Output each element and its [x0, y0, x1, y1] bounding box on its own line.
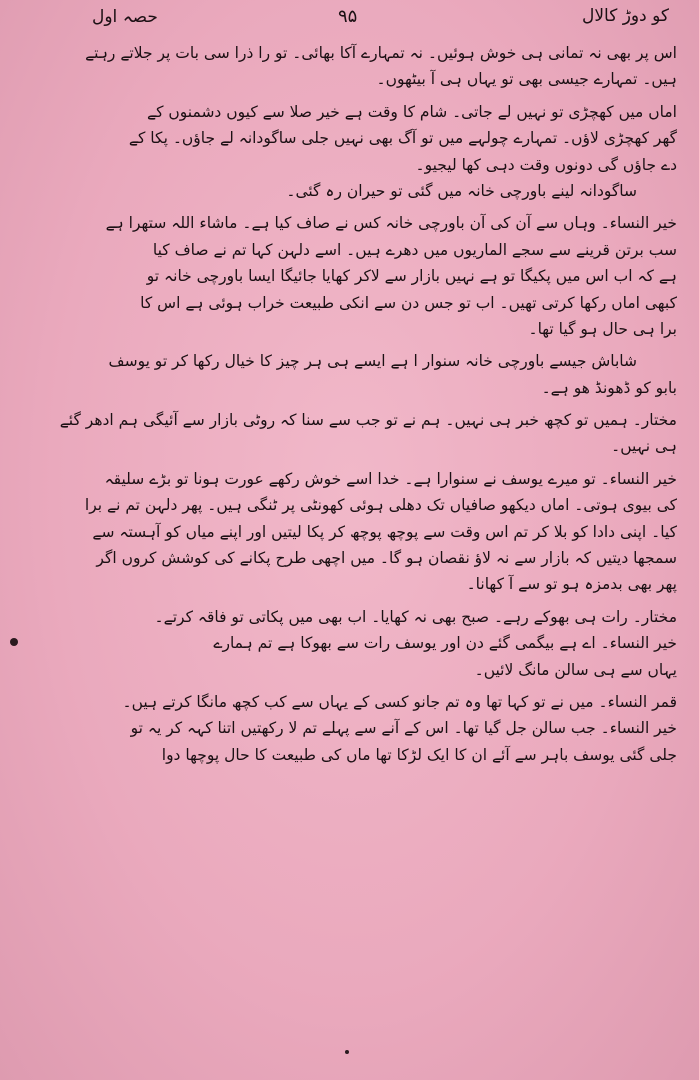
text-line: ساگودانہ لینے باورچی خانہ میں گئی تو حیران رہ گئی۔	[286, 181, 637, 200]
page-body	[55, 40, 677, 1060]
text-line: خیر النساء۔ اے ہے بیگمی گئے دن اور یوسف رات سے بھوکا ہے تم ہمارے	[213, 634, 677, 653]
text-line: اماں میں کھچڑی تو نہیں لے جاتی۔ شام کا وقت ہے خیر صلا سے کیوں دشمنوں کے	[147, 102, 677, 121]
text-line: اس پر بھی نہ تمانی ہی خوش ہوئیں۔ نہ تمہارے آکا بھائی۔ تو را ذرا سی بات پر جلاتے رہتے	[85, 44, 677, 62]
text-line: خیر النساء۔ تو میرے یوسف نے سنوارا ہے۔ خدا اسے خوش رکھے عورت ہونا تو بڑے سلیقہ	[104, 469, 677, 488]
text-line: دے جاؤں گی دونوں وقت دہی کھا لیجیو۔	[415, 155, 677, 174]
ink-dot	[345, 1050, 349, 1054]
text-line: گھر کھچڑی لاؤں۔ تمہارے چولہے میں تو آگ بھی نہیں جلی ساگودانہ لے جاؤں۔ پکا کے	[128, 129, 677, 148]
text-line: مختار۔ ہمیں تو کچھ خبر ہی نہیں۔ ہم نے تو جب سے سنا کہ روٹی بازار سے آئیگی ہم ادھر گئے	[59, 411, 677, 430]
text-line: ہیں۔ تمہارے جیسی بھی تو یہاں ہی آ بیٹھوں۔	[376, 70, 677, 89]
book-title: کو دوڑ کالال	[582, 6, 669, 26]
text-line: خیر النساء۔ وہاں سے آن کی آن باورچی خانہ کس نے صاف کیا ہے۔ ماشاء اللہ ستھرا ہے	[105, 214, 677, 233]
text-line: کبھی اماں رکھا کرتی تھیں۔ اب تو جس دن سے انکی طبیعت خراب ہوئی ہے اس کا	[140, 293, 677, 312]
page-header	[0, 4, 699, 34]
page-number: ۹۵	[338, 6, 358, 27]
ink-mark	[10, 638, 18, 646]
text-line: شاباش جیسے باورچی خانہ سنوار ا ہے ایسے ہی ہر چیز کا خیال رکھا کر تو یوسف	[108, 352, 637, 371]
text-line: برا ہی حال ہو گیا تھا۔	[528, 319, 677, 338]
text-line: پھر بھی بدمزہ ہو تو سے آ کھانا۔	[466, 575, 677, 594]
text-line: جلی گئی یوسف باہر سے آئے ان کا ایک لڑکا تھا ماں کی طبیعت کا حال پوچھا دوا	[161, 745, 677, 764]
text-line: یہاں سے ہی سالن مانگ لائیں۔	[474, 660, 677, 679]
text-line: کیا۔ اپنی دادا کو بلا کر تم اس وقت سے پوچھ پوچھ کر پکا لیتیں اور اپنے میاں کو آہستہ سے	[92, 522, 677, 541]
text-line: قمر النساء۔ میں نے تو کہا تھا وہ تم جانو کسی کے یہاں سے کب کچھ مانگا کرتے ہیں۔	[122, 692, 677, 711]
text-line: سب برتن قرینے سے سجے الماریوں میں دھرے ہیں۔ اسے دلہن کہا تم نے صاف کیا	[152, 240, 677, 259]
text-line: ہے کہ اب اس میں پکیگا تو ہے نہیں بازار سے لاکر کھایا جائیگا ایسا باورچی خانہ تو	[146, 267, 677, 286]
text-line: مختار۔ رات ہی بھوکے رہے۔ صبح بھی نہ کھایا۔ اب بھی میں پکاتی تو فاقہ کرتے۔	[154, 607, 677, 626]
text-line: ہی نہیں۔	[611, 437, 677, 456]
text-line: بابو کو ڈھونڈ ھو ہے۔	[541, 378, 677, 397]
text-line: سمجھا دیتیں کہ بازار سے نہ لاؤ نقصان ہو گا۔ میں اچھی طرح پکانے کی کوشش کروں اگر	[96, 549, 677, 568]
section-label: حصہ اول	[92, 7, 158, 27]
text-line: کی بیوی ہوتی۔ اماں دیکھو صافیاں تک دھلی ہوئی کھونٹی پر ٹنگی ہیں۔ پھر دلہن تم نے برا	[84, 496, 677, 515]
text-line: خیر النساء۔ جب سالن جل گیا تھا۔ اس کے آنے سے پہلے تم لا رکھتیں اتنا کہہ کر یہ تو	[130, 719, 677, 738]
